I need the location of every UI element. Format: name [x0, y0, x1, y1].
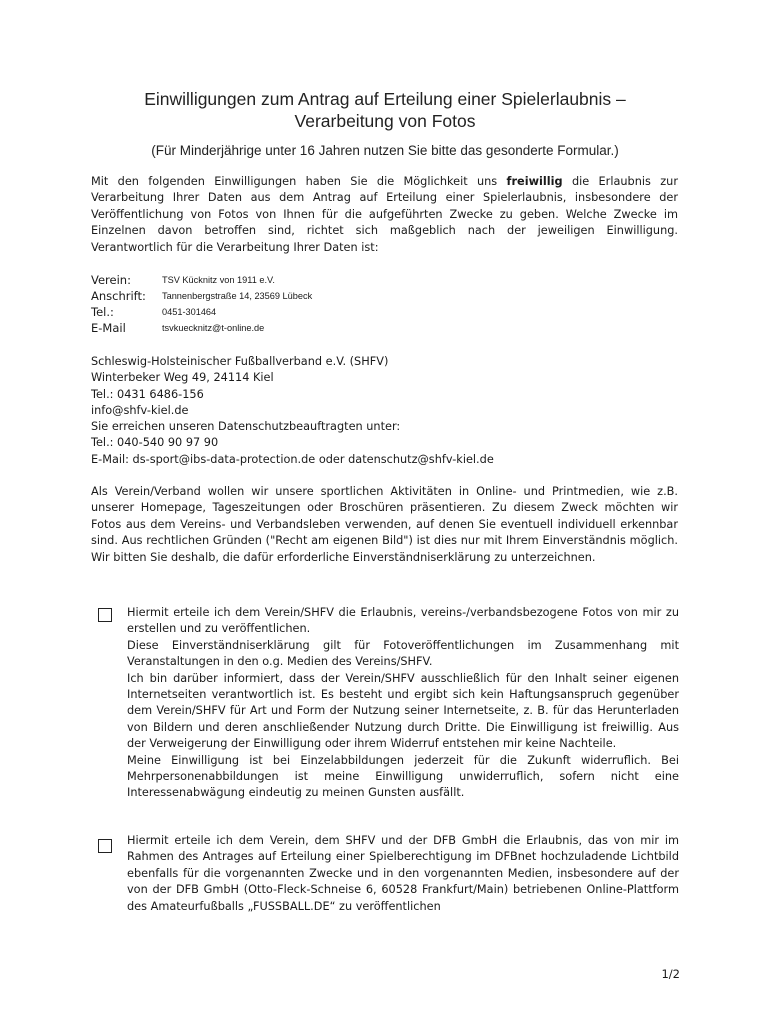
- consent-2-text: [127, 833, 679, 915]
- subtitle-note: (Für Minderjährige unter 16 Jahren nutzen Sie bitte das gesonderte Formular.): [151, 143, 619, 158]
- intro-paragraph: [91, 174, 678, 256]
- page-number: 1/2: [661, 967, 680, 981]
- intro-text-rest: die Erlaubnis zur Verarbeitung Ihrer Daten aus dem Antrag auf Erteilung einer Spielerlaubnis, insbesondere der Veröffentlichung von Fotos von Ihnen für die aufgeführten Zwecke zu geben. Welche Zwecke im Einzelnen davon betroffen sind, richtet sich maßgeblich nach der jeweiligen Einwilligung. Verantwortlich für die Verarbeitung Ihrer Daten ist:: [91, 175, 678, 254]
- shfv-contact-block: [91, 354, 678, 468]
- verein-label: Verein:: [91, 273, 131, 287]
- dpo-intro: Sie erreichen unseren Datenschutzbeauftragten unter:: [91, 420, 401, 434]
- dpo-tel: Tel.: 040-540 90 97 90: [91, 436, 219, 450]
- tel-label: Tel.:: [91, 305, 114, 319]
- purpose-paragraph: Als Verein/Verband wollen wir unsere sportlichen Aktivitäten in Online- und Printmedien, wie z.B. unserer Homepage, Tageszeitungen oder Broschüren präsentieren. Zu diesem Zweck möchten wir Fotos aus dem Vereins- und Verbandsleben verwenden, auf denen Sie eventuell individuell erkennbar sind. Aus rechtlichen Gründen ("Recht am eigenen Bild") ist dies nur mit Ihrem Einverständnis möglich. Wir bitten Sie deshalb, die dafür erforderliche Einverständniserklärung zu unterzeichnen.: [91, 485, 678, 564]
- consent-1-paragraph-2: Diese Einverständniserklärung gilt für Fotoveröffentlichungen im Zusammenhang mit Veranstaltungen in den o.g. Medien des Vereins/SHFV.: [127, 638, 679, 669]
- consent-1-checkbox[interactable]: [98, 608, 112, 622]
- shfv-address: Winterbeker Weg 49, 24114 Kiel: [91, 371, 274, 385]
- dpo-email: E-Mail: ds-sport@ibs-data-protection.de oder datenschutz@shfv-kiel.de: [91, 452, 494, 466]
- anschrift-label: Anschrift:: [91, 289, 146, 303]
- contact-row-email: [91, 320, 491, 336]
- consent-1-paragraph-4: Meine Einwilligung ist bei Einzelabbildungen jederzeit für die Zukunft widerruflich. Bei Mehrpersonenabbildungen ist meine Einwilligung unwiderruflich, sofern nicht eine Interessenabwägung eindeutig zu meinen Gunsten ausfällt.: [127, 753, 679, 800]
- intro-text-start: Mit den folgenden Einwilligungen haben Sie die Möglichkeit uns: [91, 175, 507, 188]
- title-line-1: Einwilligungen zum Antrag auf Erteilung einer Spielerlaubnis –: [144, 89, 626, 109]
- title-line-2: Verarbeitung von Fotos: [294, 111, 476, 131]
- contact-row-verein: [91, 272, 491, 288]
- page-title: [90, 88, 680, 132]
- email-value: tsvkuecknitz@t-online.de: [162, 323, 265, 333]
- verein-value: TSV Kücknitz von 1911 e.V.: [162, 275, 275, 285]
- consent-2-paragraph-1: Hiermit erteile ich dem Verein, dem SHFV und der DFB GmbH die Erlaubnis, das von mir im Rahmen des Antrages auf Erteilung einer Spielberechtigung im DFBnet hochzuladende Lichtbild ebenfalls für die vorgenannten Zwecke und in den vorgenannten Medien, insbesondere auf der von der DFB GmbH (Otto-Fleck-Schneise 6, 60528 Frankfurt/Main) betriebenen Online-Plattform des Amateurfußballs „FUSSBALL.DE“ zu veröffentlichen: [127, 834, 679, 913]
- shfv-name: Schleswig-Holsteinischer Fußballverband e.V. (SHFV): [91, 355, 389, 368]
- shfv-email: info@shfv-kiel.de: [91, 403, 189, 417]
- consent-1-paragraph-3: Ich bin darüber informiert, dass der Verein/SHFV ausschließlich für den Inhalt seiner eigenen Internetseiten verantwortlich ist. Es besteht und ergibt sich kein Haftungsanspruch gegenüber dem Verein/SHFV für Art und Form der Nutzung seiner Internetseite, z. B. für das Herunterladen von Bildern und deren anschließender Nutzung durch Dritte. Die Einwilligung ist freiwillig. Aus der Verweigerung der Einwilligung oder ihrem Widerruf entstehen mir keine Nachteile.: [127, 671, 679, 751]
- shfv-tel: Tel.: 0431 6486-156: [91, 387, 204, 401]
- consent-1-text: [127, 605, 679, 802]
- consent-2-checkbox[interactable]: [98, 839, 112, 853]
- contact-row-tel: [91, 304, 491, 320]
- tel-value: 0451-301464: [162, 307, 217, 317]
- anschrift-value: Tannenbergstraße 14, 23569 Lübeck: [162, 291, 313, 301]
- consent-1-paragraph-1: Hiermit erteile ich dem Verein/SHFV die Erlaubnis, vereins-/verbandsbezogene Fotos von mir zu erstellen und zu veröffentlichen.: [127, 606, 679, 636]
- email-label: E-Mail: [91, 321, 126, 335]
- intro-bold-word: freiwillig: [506, 175, 563, 188]
- contact-row-anschrift: [91, 288, 491, 304]
